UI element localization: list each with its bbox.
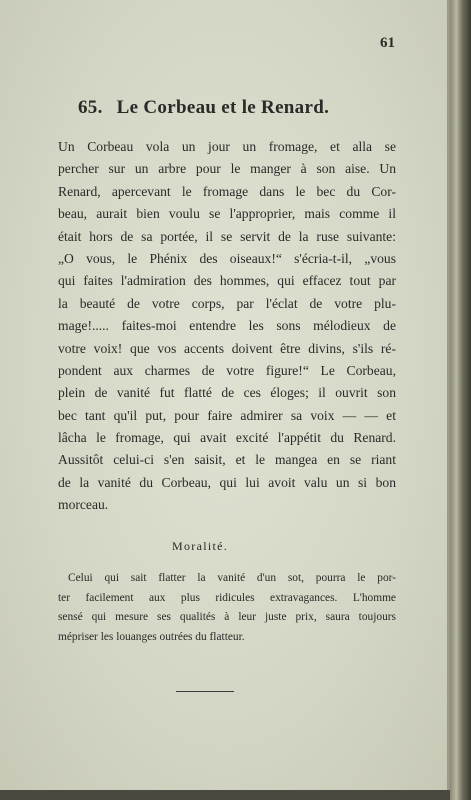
body-line: la beauté de votre corps, par l'éclat de votre plu- (58, 295, 396, 311)
moral-line: ter facilement aux plus ridicules extravagances. L'homme (58, 591, 396, 604)
body-line: votre voix! que vos accents doivent être divins, s'ils ré- (58, 340, 396, 356)
body-line: „O vous, le Phénix des oiseaux!“ s'écria-t-il, „vous (58, 250, 396, 266)
body-line: plein de vanité fut flatté de ces éloges; il ouvrit son (58, 385, 396, 401)
page-bottom-edge (0, 790, 450, 800)
body-line: beau, aurait bien voulu se l'approprier, mais comme il (58, 206, 396, 222)
moral-line: mépriser les louanges outrées du flatteur. (58, 630, 245, 643)
body-line: qui faites l'admiration des hommes, qui effacez tout par (58, 273, 396, 289)
body-line: percher sur un arbre pour le manger à son aise. Un (58, 161, 396, 177)
page-number: 61 (380, 35, 395, 51)
body-line: Renard, apercevant le fromage dans le bec du Cor- (58, 183, 396, 199)
moral-text (58, 569, 396, 647)
body-line: bec tant qu'il put, pour faire admirer sa voix — — et (58, 407, 396, 423)
body-line: Un Corbeau vola un jour un fromage, et alla se (58, 139, 396, 154)
fable-title (78, 97, 329, 119)
body-line: de la vanité du Corbeau, qui lui avoit valu un si bon (58, 474, 396, 490)
body-line: pondent aux charmes de votre figure!“ Le Corbeau, (58, 362, 396, 378)
section-divider (176, 691, 234, 692)
fable-title-text: Le Corbeau et le Renard. (116, 97, 330, 118)
body-line: était hors de sa portée, il se servit de la ruse suivante: (58, 228, 396, 244)
moral-line: Celui qui sait flatter la vanité d'un sot, pourra le por- (68, 572, 396, 584)
book-spine (450, 0, 471, 800)
fable-number: 65. (78, 97, 103, 118)
body-line: morceau. (58, 497, 109, 513)
moral-heading: Moralité. (172, 539, 229, 553)
body-line: mage!..... faites-moi entendre les sons mélodieux de (58, 318, 396, 334)
body-line: Aussitôt celui-ci s'en saisit, et le mangea en se riant (58, 452, 396, 468)
fable-body (58, 136, 396, 517)
body-line: lâcha le fromage, qui avait excité l'appétit du Renard. (58, 430, 396, 446)
moral-line: sensé qui mesure ses qualités à leur juste prix, saura toujours (58, 611, 396, 624)
